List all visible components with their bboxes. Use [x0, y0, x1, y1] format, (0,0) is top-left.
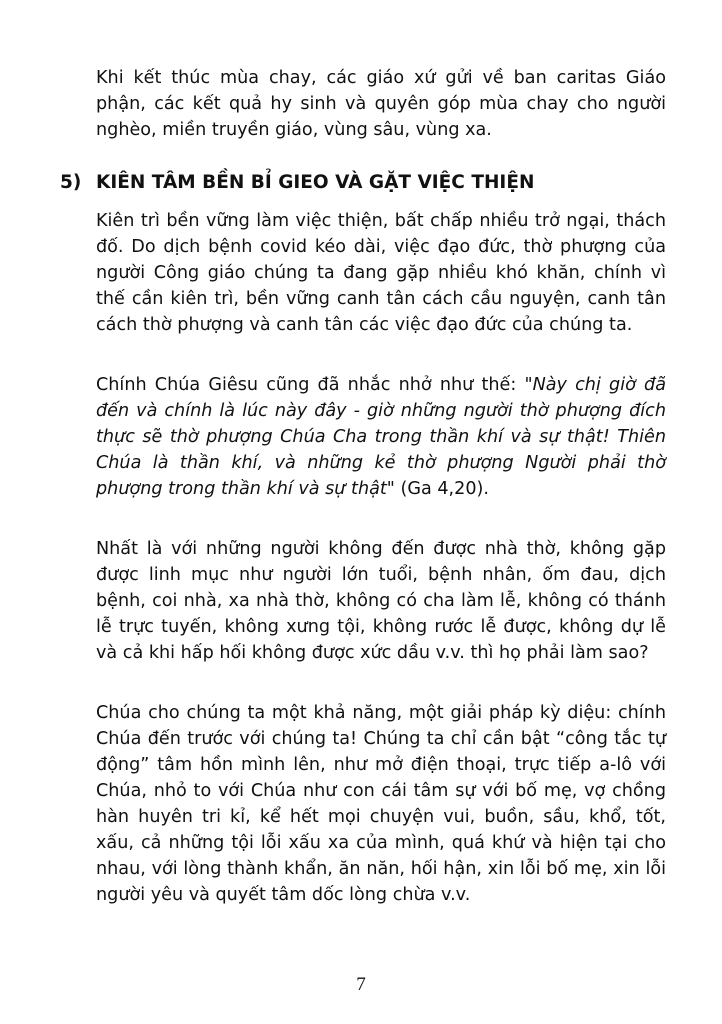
- paragraph-lent-results: Khi kết thúc mùa chay, các giáo xứ gửi về ban caritas Giáo phận, các kết quả hy sinh và quyên góp mùa chay cho người nghèo, miền truyền giáo, vùng sâu, vùng xa.: [96, 68, 666, 140]
- scripture-citation: " (Ga 4,20).: [386, 479, 489, 499]
- paragraph-solution: Chúa cho chúng ta một khả năng, một giải pháp kỳ diệu: chính Chúa đến trước với chúng ta! Chúng ta chỉ cần bật “công tắc tự động” tâm hồn mình lên, như mở điện thoại, trực tiếp a-lô với Chúa, nhỏ to với Chúa như con cái tâm sự với bố mẹ, vợ chồng hàn huyên tri kỉ, kể hết mọi chuyện vui, buồn, sầu, khổ, tốt, xấu, cả những tội lỗi xấu xa của mình, quá khứ và hiện tại cho nhau, với lòng thành khẩn, ăn năn, hối hận, xin lỗi bố mẹ, xin lỗi người yêu và quyết tâm dốc lòng chừa v.v.: [96, 703, 666, 905]
- quote-intro: Chính Chúa Giêsu cũng đã nhắc nhở như thế:: [96, 375, 525, 395]
- page-number: 7: [356, 974, 366, 995]
- paragraph-people-unable: Nhất là với những người không đến được nhà thờ, không gặp được linh mục như người lớn tuổi, bệnh nhân, ốm đau, dịch bệnh, coi nhà, xa nhà thờ, không có cha làm lễ, không có thánh lễ trực tuyến, không xưng tội, không rước lễ được, không dự lễ và cả khi hấp hối không được xức dầu v.v. thì họ phải làm sao?: [96, 539, 666, 663]
- paragraph-perseverance: Kiên trì bền vững làm việc thiện, bất chấp nhiều trở ngại, thách đố. Do dịch bệnh covid kéo dài, việc đạo đức, thờ phượng của người Công giáo chúng ta đang gặp nhiều khó khăn, chính vì thế cần kiên trì, bền vững canh tân cách cầu nguyện, canh tân cách thờ phượng và canh tân các việc đạo đức của chúng ta.: [96, 211, 666, 335]
- section-heading: [60, 170, 670, 196]
- paragraph-jesus-quote: [96, 372, 666, 502]
- scripture-quote: "Này chị giờ đã đến và chính là lúc này đây - giờ những người thờ phượng đích thực sẽ thờ phượng Chúa Cha trong thần khí và sự thật! Thiên Chúa là thần khí, và những kẻ thờ phượng Người phải thờ phượng trong thần khí và sự thật: [96, 375, 666, 499]
- section-number: 5): [60, 172, 82, 193]
- section-title: KIÊN TÂM BỀN BỈ GIEO VÀ GẶT VIỆC THIỆN: [96, 172, 535, 193]
